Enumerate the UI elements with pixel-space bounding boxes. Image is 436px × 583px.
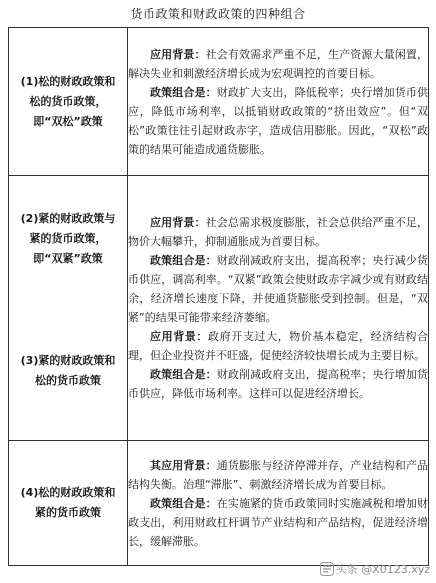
row-label-cell	[9, 28, 128, 176]
document-title: 货币政策和财政政策的四种组合	[130, 7, 306, 21]
application-background-text: 社会总需求极度膨胀，社会总供给严重不足，物价大幅攀升，抑制通胀成为首要目标。	[128, 216, 428, 248]
policy-combination-text: 财政削减政府支出，提高税率；央行增加货币供应，降低市场利率。这样可以促进经济增长。	[128, 368, 428, 400]
policy-combination	[128, 494, 428, 551]
application-background	[128, 456, 428, 494]
row-label: (1)松的财政政策和松的货币政策，即“双松”政策	[20, 74, 116, 128]
application-background	[128, 213, 428, 251]
policy-combination-key: 政策组合是：	[150, 85, 217, 99]
policy-combination	[128, 251, 428, 327]
application-background-key: 其应用背景：	[150, 458, 217, 472]
watermark-text: 头条 @X0123.xyz	[335, 563, 430, 576]
policy-combination-table	[8, 27, 429, 566]
row-content-cell	[128, 28, 429, 176]
watermark	[320, 561, 430, 577]
policy-combination-key: 政策组合是：	[150, 496, 217, 510]
policy-combination	[128, 83, 428, 159]
application-background-key: 应用背景：	[150, 330, 209, 343]
table-row	[9, 176, 429, 303]
policy-combination	[128, 365, 428, 403]
application-background-text: 社会有效需求严重不足，生产资源大量闲置，解决失业和刺激经济增长成为宏观调控的首要目标。	[128, 47, 428, 80]
row-label: (4)松的财政政策和紧的货币政策	[20, 486, 116, 519]
policy-combination-key: 政策组合是：	[150, 254, 217, 267]
application-background-text: 政府开支过大，物价基本稳定，经济结构合理，但企业投资并不旺盛，促使经济较快增长成为主要目标。	[128, 330, 429, 362]
application-background	[128, 45, 428, 83]
policy-combination-text: 财政扩大支出，降低税率；央行增加货币供应，降低市场利率，以抵销财政政策的“挤出效应”。但“双松”政策往往引起财政赤字，造成信用膨胀。因此，“双松”政策的结果可能造成通货膨胀。	[128, 85, 428, 156]
policy-combination-text: 在实施紧的货币政策同时实施减税和增加财政支出，利用财政杠杆调节产业结构和产品结构，促进经济增长，缓解滞胀。	[128, 496, 428, 548]
toutiao-logo-icon	[320, 562, 334, 576]
row-content-cell	[128, 441, 429, 566]
row-label-cell	[9, 441, 128, 566]
policy-combination-key: 政策组合是：	[150, 368, 217, 381]
row-label: (2)紧的财政政策与紧的货币政策，即“双紧”政策	[20, 212, 116, 265]
row-label-cell	[9, 302, 128, 441]
row-label: (3)紧的财政政策和松的货币政策	[20, 354, 116, 387]
application-background-text: 通货膨胀与经济停滞并存，产业结构和产品结构失衡。治理“滞胀”、刺激经济增长成为首要目标。	[128, 458, 428, 491]
table-row	[9, 441, 429, 566]
application-background	[128, 327, 428, 365]
application-background-key: 应用背景：	[150, 47, 206, 61]
row-content-cell	[128, 176, 429, 441]
policy-combination-text: 财政削减政府支出，提高税率；央行减少货币供应，调高利率。“双紧”政策会使财政赤字减少或有财政结余，经济增长速度下降，并使通货膨胀受到控制。但是，“双紧”的结果可能带来经济萎缩。	[128, 254, 428, 324]
table-row	[9, 28, 429, 176]
application-background-key: 应用背景：	[150, 216, 206, 229]
row-label-cell	[9, 176, 128, 303]
